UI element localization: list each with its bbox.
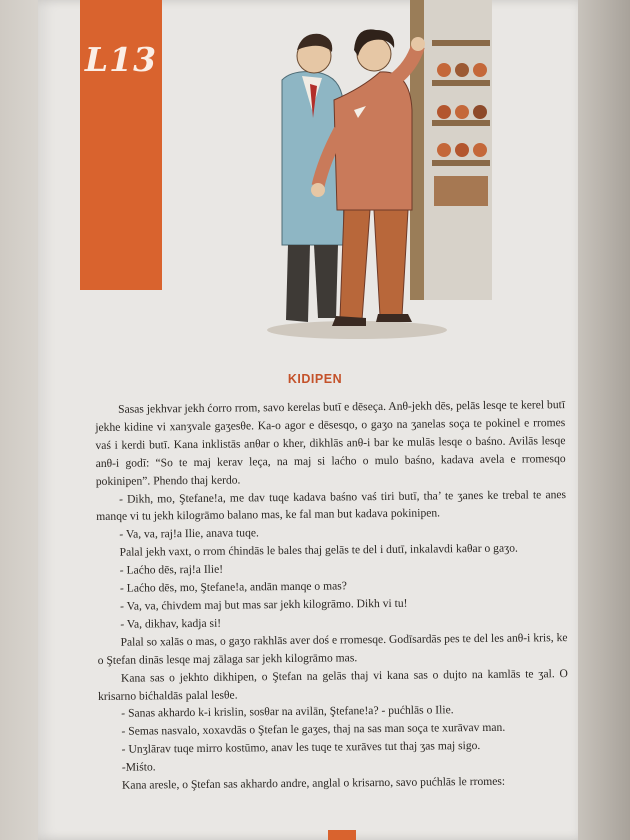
dialogue-line: - Laćho dēs, mo, Ştefane!a, andān manqe o mas?	[119, 579, 347, 595]
dialogue-line: -Miśto.	[121, 760, 156, 774]
story-title: KIDIPEN	[287, 372, 343, 386]
paragraph: Kana aresle, o Ştefan sas akhardo andre, anglal o krisarno, savo pućhlās le rromes:	[121, 774, 506, 792]
lesson-number: L13	[84, 40, 158, 79]
story-text	[95, 396, 569, 795]
dialogue-line: - Dikh, mo, Ştefane!a, me dav tuqe kadava baśno vaś tiri butī, tha’ te ʒanes ke trebal te anes manqe vi tu jekh kilogrāmo balano mas, ke fal man but kadava pokinipen.	[96, 487, 567, 524]
dialogue-line: - Va, va, ćhivdem maj but mas sar jekh kilogrāmo. Dikh vi tu!	[120, 596, 408, 613]
paragraph: Sasas jekhvar jekh ćorro rrom, savo kerelas butī e dēseça. Anθ-jekh dēs, pelās lesqe te kerel butī jekhe kidine vi xanʒvale gaʒesθe. Ka-o agor e dēsesqo, o gaʒo na ʒanelas soça te pokinel e rromes vaś i kerdi butī. Kana inklistās anθar o kher, dikhlās anθ-i bar ke mulās lesqe o baśno. Avilās lesqe anθ-i godī: “So te maj kerav leça, na maj si laćho o mulo baśno, kadava avela e rromesqo pokinipen”. Phendo thaj kerdo.	[95, 398, 566, 488]
book-edge-shadow	[578, 0, 630, 840]
dialogue-line: - Va, dikhav, kadja si!	[120, 616, 222, 631]
page-tab-marker	[328, 830, 356, 840]
dialogue-line: - Va, va, raj!a Ilie, anava tuqe.	[119, 526, 259, 542]
paragraph: Palal jekh vaxt, o rrom ćhindās le bales thaj gelās te del i dutī, inkalavdi kaθar o gaʒo.	[119, 541, 518, 560]
paragraph: Kana sas o jekhto dikhipen, o Ştefan na gelās thaj vi kana sas o dujto na kamlās te ʒal. O krisarno bićhaldās palal lesθe.	[98, 666, 568, 703]
dialogue-line: - Unʒlārav tuqe mirro kostūmo, anav les tuqe te xurāves tut thaj ʒas maj sigo.	[121, 739, 481, 756]
dialogue-line: - Semas nasvalo, xoxavdās o Ştefan le gaʒes, thaj na sas man soça te xurāvav man.	[121, 721, 506, 739]
story-illustration	[262, 0, 492, 340]
dialogue-line: - Sanas akhardo k-i krislin, sosθar na avilān, Ştefane!a? - pućhlās o Ilie.	[121, 703, 454, 721]
book-gutter-shadow	[0, 0, 40, 840]
dialogue-line: - Laćho dēs, raj!a Ilie!	[119, 562, 224, 577]
paragraph: Palal so xalās o mas, o gaʒo rakhlās aver doś e rromesqe. Godīsardās pes te del les anθ-i kris, ke o Ştefan dinās lesqe maj zālaga sar jekh kilogrāmo mas.	[97, 630, 568, 667]
